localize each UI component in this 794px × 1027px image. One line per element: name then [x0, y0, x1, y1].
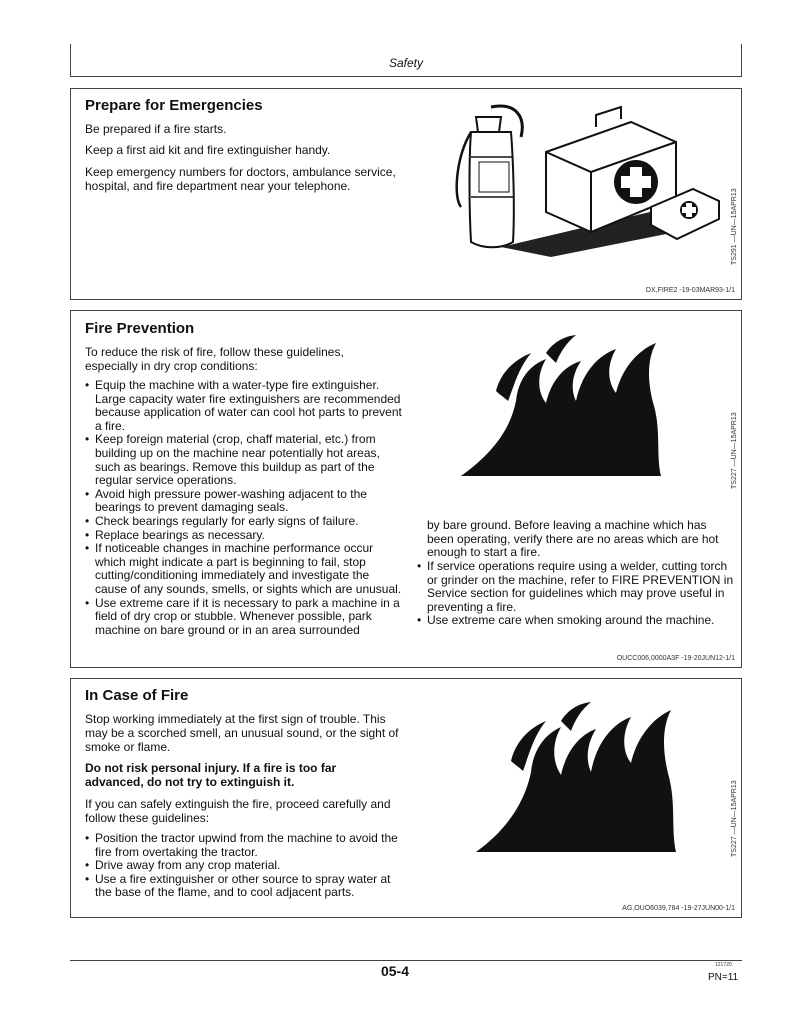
list-item: • Use a fire extinguisher or other source to spray water at the base of the flame, and to cool adjacent parts.: [85, 873, 405, 900]
flame-icon: [456, 331, 676, 481]
reference-code: DX,FIRE2 -19-03MAR93-1/1: [645, 287, 735, 294]
page-header: [70, 44, 742, 77]
bullet-list-left: [85, 379, 403, 637]
paragraph: Keep emergency numbers for doctors, ambulance service, hospital, and fire department near your telephone.: [85, 165, 396, 193]
reference-code: AG,OUO6039,784 -19-27JUN00-1/1: [622, 905, 735, 912]
section-fire-prevention: [70, 310, 742, 668]
list-item: • If service operations require using a welder, cutting torch or grinder on the machine, refer to FIRE PREVENTION in Service section for guidelines which may prove useful in preventing a fire.: [417, 560, 735, 614]
list-item: • Position the tractor upwind from the machine to avoid the fire from overtaking the tractor.: [85, 832, 405, 859]
paragraph: If you can safely extinguish the fire, proceed carefully and follow these guidelines:: [85, 797, 391, 825]
page-number: 05-4: [380, 963, 410, 979]
section-in-case-of-fire: [70, 678, 742, 918]
section-title: Prepare for Emergencies: [85, 97, 263, 114]
list-item: • Drive away from any crop material.: [85, 859, 405, 873]
bullet-list-right: [417, 560, 735, 628]
continuation-text: by bare ground. Before leaving a machine which has been operating, verify there are no areas which are hot enough to start a fire.: [427, 518, 719, 560]
paragraph: Keep a first aid kit and fire extinguisher handy.: [85, 143, 331, 157]
footer-code: 121720: [715, 962, 732, 968]
list-item: • Use extreme care if it is necessary to park a machine in a field of dry crop or stubble. Whenever possible, park machine on bare ground or in an area surrounded: [85, 597, 403, 638]
header-title: Safety: [388, 56, 424, 70]
list-item: • Avoid high pressure power-washing adjacent to the bearings to prevent damaging seals.: [85, 488, 403, 515]
list-item: • Keep foreign material (crop, chaff material, etc.) from building up on the machine near potentially hot areas, such as bearings. Remove this buildup as part of the regular service operations.: [85, 433, 403, 487]
section-title: Fire Prevention: [85, 320, 195, 337]
list-item: • Check bearings regularly for early signs of failure.: [85, 515, 403, 529]
list-item: • Use extreme care when smoking around the machine.: [417, 614, 735, 628]
image-code: TS227 —UN—15APR13: [731, 412, 738, 489]
image-code: TS227 —UN—15APR13: [731, 780, 738, 857]
intro-paragraph: To reduce the risk of fire, follow these guidelines, especially in dry crop conditions:: [85, 345, 344, 373]
bullet-list: [85, 832, 405, 900]
list-item: • If noticeable changes in machine performance occur which might indicate a part is beginning to fail, stop cutting/conditioning immediately and investigate the cause of any sounds, smells, or sights which are unusual.: [85, 542, 403, 596]
list-item: • Equip the machine with a water-type fire extinguisher. Large capacity water fire extinguishers are recommended because application of water can cool hot parts to prevent a fire.: [85, 379, 403, 433]
flame-icon: [471, 697, 691, 857]
section-title: In Case of Fire: [85, 687, 189, 704]
paragraph: Stop working immediately at the first sign of trouble. This may be a scorched smell, an unusual sound, or the sight of smoke or flame.: [85, 712, 399, 754]
paragraph: Be prepared if a fire starts.: [85, 122, 227, 136]
fire-extinguisher-and-first-aid-kit-icon: [431, 97, 721, 257]
reference-code: OUCC006,0000A3F -19-20JUN12-1/1: [616, 655, 735, 662]
image-code: TS291 —UN—15APR13: [731, 188, 738, 265]
pn-label: PN=11: [708, 972, 739, 983]
footer-divider: [70, 960, 742, 961]
section-prepare-for-emergencies: [70, 88, 742, 300]
warning-text: Do not risk personal injury. If a fire is too far advanced, do not try to extinguish it.: [85, 761, 337, 789]
list-item: • Replace bearings as necessary.: [85, 529, 403, 543]
